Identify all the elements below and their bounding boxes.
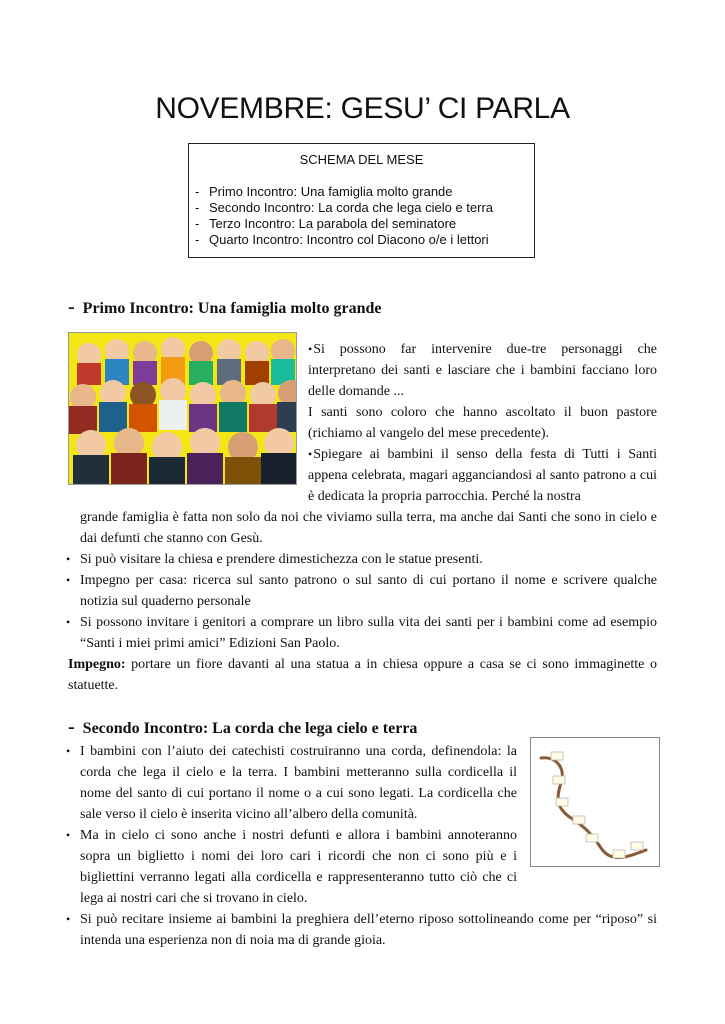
section1-body	[68, 507, 657, 696]
impegno-text: portare un fiore davanti al una statua a in chiesa oppure a casa se ci sono immaginette o statuette.	[68, 657, 657, 693]
page-title: NOVEMBRE: GESU’ CI PARLA	[155, 92, 570, 125]
schema-heading: SCHEMA DEL MESE	[299, 152, 424, 167]
impegno-label: Impegno:	[68, 657, 126, 672]
list-item: • Ma in cielo ci sono anche i nostri defunti e allora i bambini annoteranno sopra un biglietto i nomi dei loro cari i ricordi che non ci sono più e i bigliettini verranno legati alla cordicella e rappresenteranno tutto ciò che ci lega ai nostri cari che si trovano in cielo.	[68, 825, 517, 909]
list-item: • I bambini con l’aiuto dei catechisti costruiranno una corda, definendola: la corda che lega il cielo e la terra. I bambini metteranno sulla cordicella il nome del santo di cui portano il nome o a cui sono legati. La cordicella che sale verso il cielo è inserita vicino all’albero della comunità.	[68, 741, 517, 825]
list-item: • Impegno per casa: ricerca sul santo patrono o sul santo di cui portano il nome e scrivere qualche notizia sul quaderno personale	[68, 570, 657, 612]
impegno-paragraph	[68, 654, 657, 696]
section1-side-text	[308, 339, 657, 507]
saints-illustration	[68, 332, 297, 485]
schema-item: - Quarto Incontro: Incontro col Diacono o/e i lettori	[195, 232, 489, 247]
schema-item: - Secondo Incontro: La corda che lega cielo e terra	[195, 200, 494, 215]
schema-box	[188, 143, 535, 258]
list-item: • Si può recitare insieme ai bambini la preghiera dell’eterno riposo sottolineando come per “riposo” si intenda una esperienza non di noia ma di grande gioia.	[68, 909, 657, 951]
side-paragraph: • Spiegare ai bambini il senso della festa di Tutti i Santi appena celebrata, magari agganciandosi al santo patrono a cui è dedicata la propria parrocchia. Perché la nostra	[308, 444, 657, 507]
schema-list	[195, 184, 493, 248]
schema-item: - Primo Incontro: Una famiglia molto grande	[195, 184, 453, 199]
section2-heading: - Secondo Incontro: La corda che lega cielo e terra	[68, 716, 418, 738]
rope-illustration	[530, 737, 660, 867]
section2-body-narrow	[68, 741, 517, 909]
list-item: • Si può visitare la chiesa e prendere dimestichezza con le statue presenti.	[68, 549, 657, 570]
continuation-paragraph: grande famiglia è fatta non solo da noi che viviamo sulla terra, ma anche dai Santi che sono in cielo e dai defunti che stanno con Gesù.	[80, 510, 657, 546]
side-paragraph: • Si possono far intervenire due-tre personaggi che interpretano dei santi e lasciare che i bambini facciano loro delle domande ...	[308, 339, 657, 402]
side-paragraph: I santi sono coloro che hanno ascoltato il buon pastore (richiamo al vangelo del mese precedente).	[308, 405, 657, 441]
list-item: • Si possono invitare i genitori a comprare un libro sulla vita dei santi per i bambini come ad esempio “Santi i miei primi amici” Edizioni San Paolo.	[68, 612, 657, 654]
schema-item: - Terzo Incontro: La parabola del seminatore	[195, 216, 457, 231]
section1-heading: - Primo Incontro: Una famiglia molto grande	[68, 296, 382, 318]
section2-body-wide	[68, 909, 657, 951]
